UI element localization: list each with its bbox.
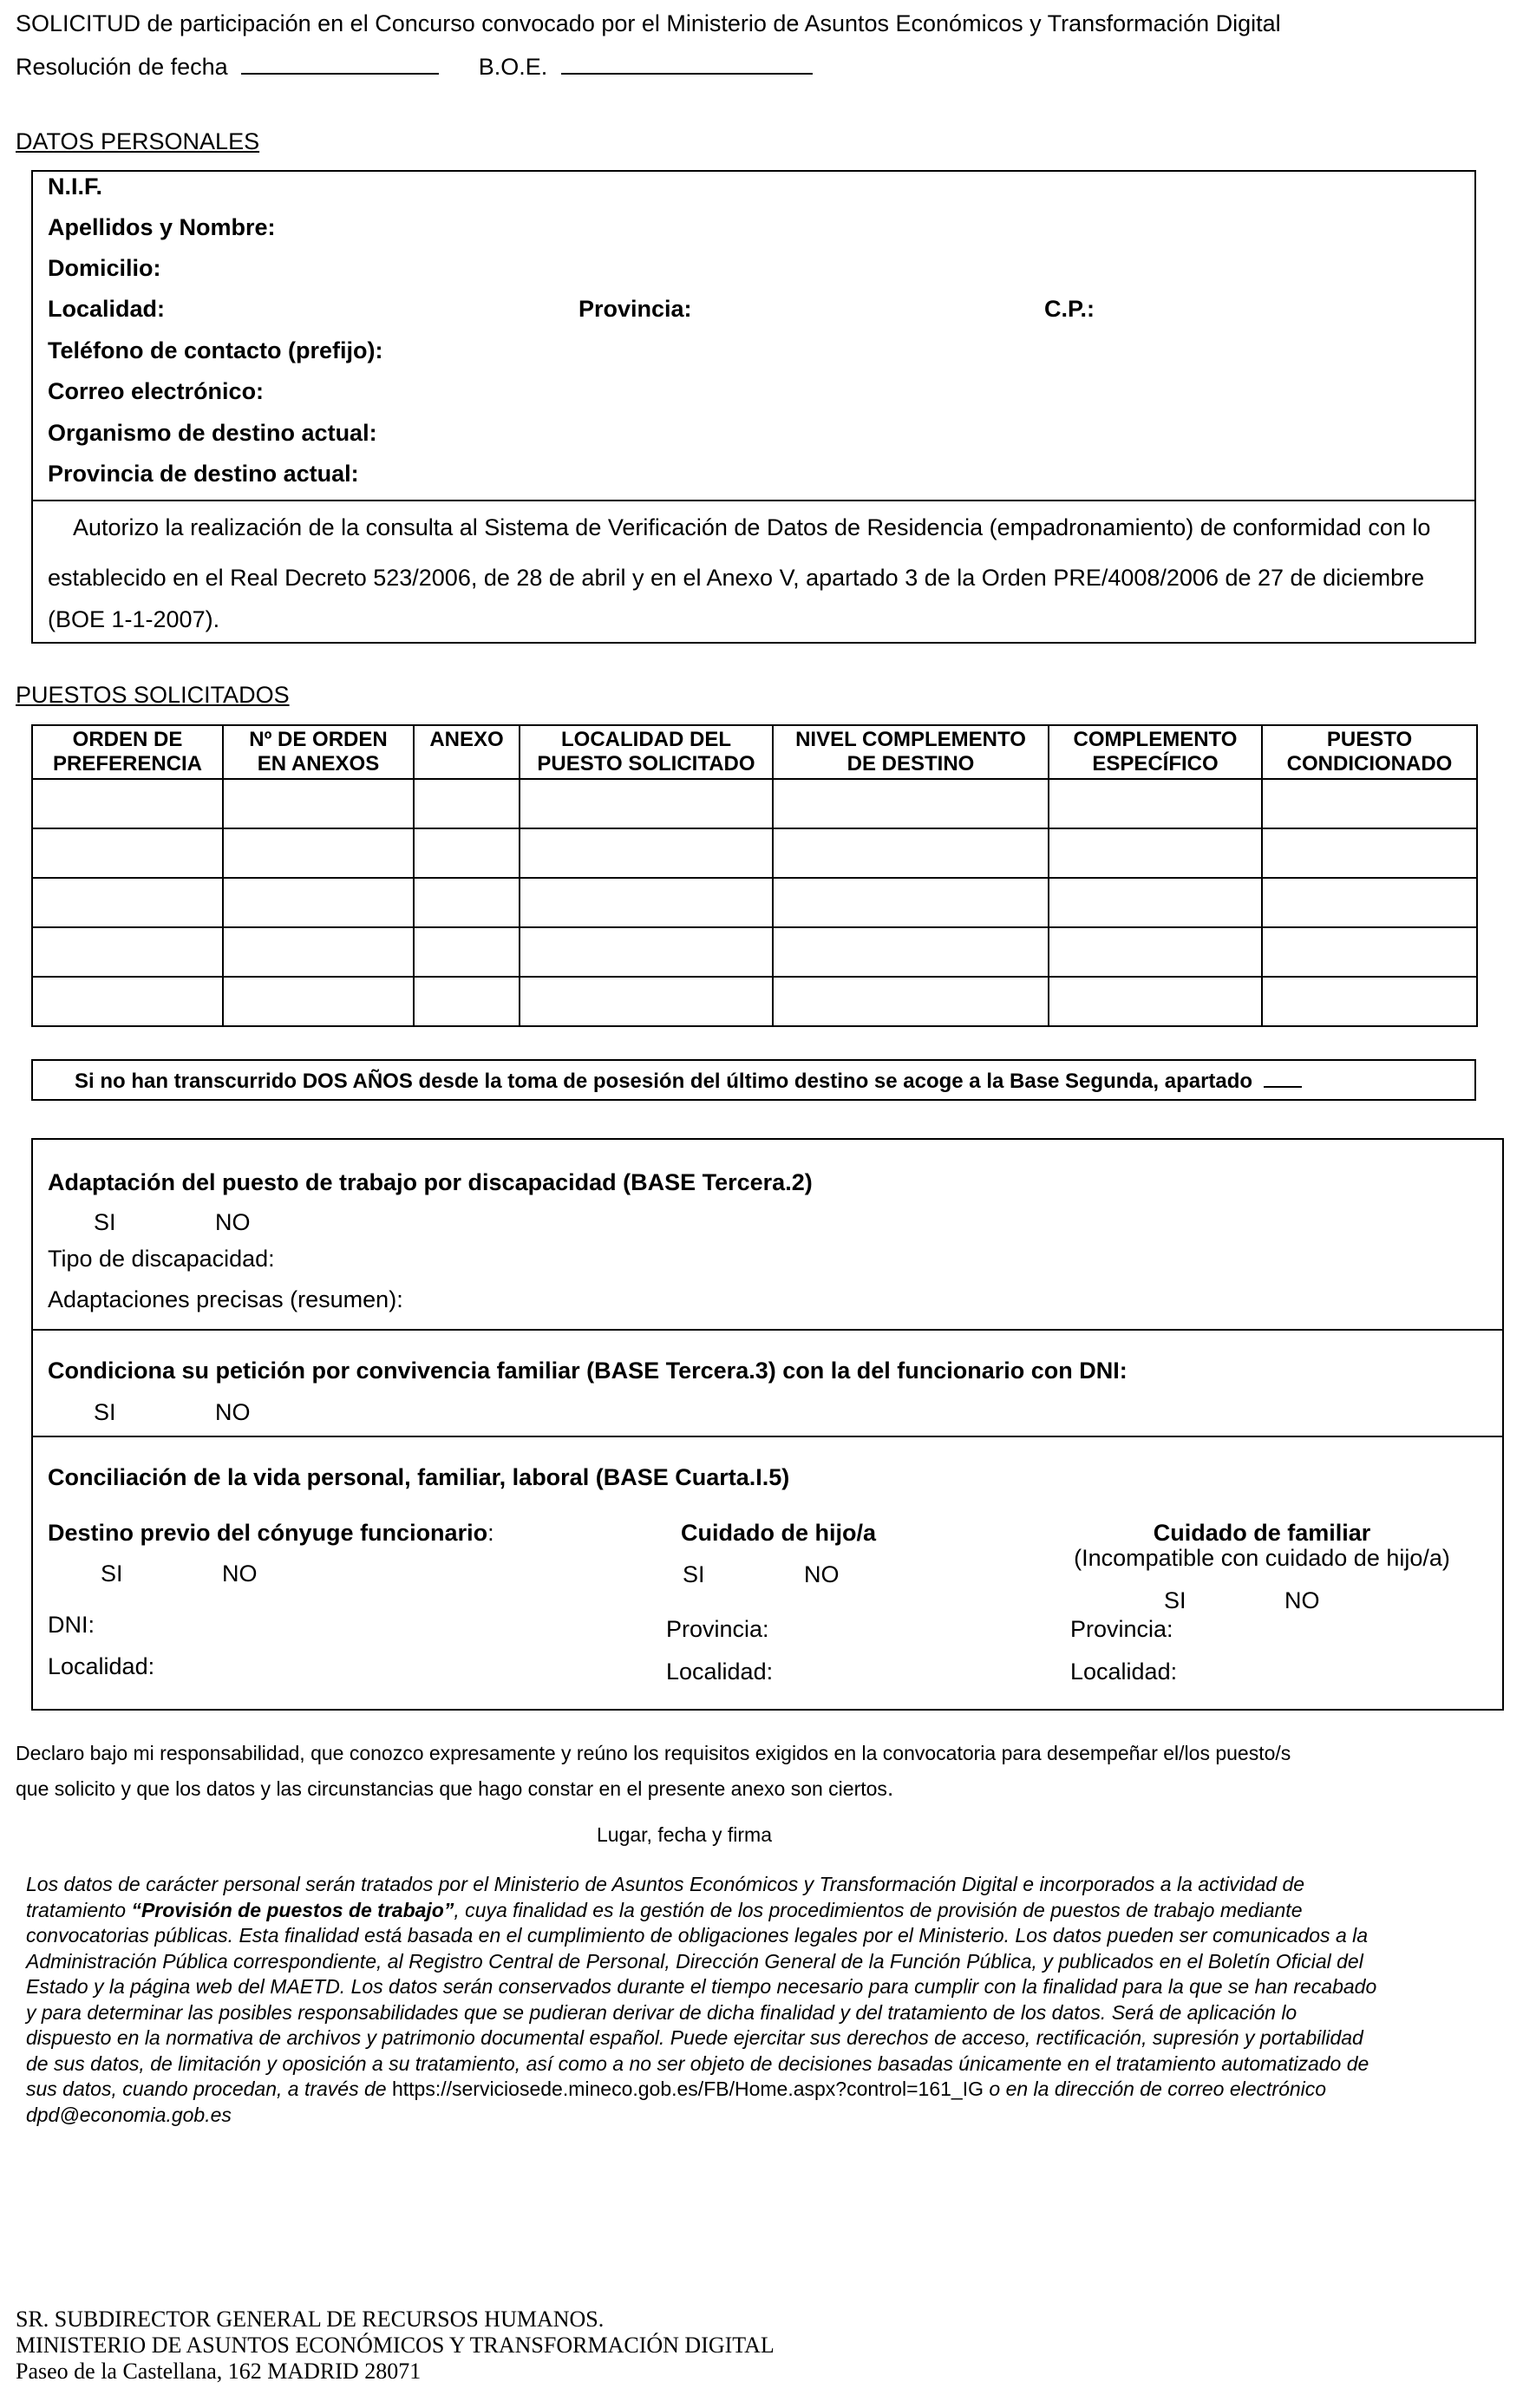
col-header-condicionado: PUESTO CONDICIONADO xyxy=(1262,725,1477,779)
footer-ministry: MINISTERIO DE ASUNTOS ECONÓMICOS Y TRANSFORMACIÓN DIGITAL xyxy=(16,2333,775,2358)
form-title: SOLICITUD de participación en el Concurso convocado por el Ministerio de Asuntos Económicos y Transformación Digital xyxy=(16,10,1281,36)
table-row xyxy=(32,779,1477,828)
autorizo-text-1: Autorizo la realización de la consulta al Sistema de Verificación de Datos de Residencia (empadronamiento) de conformidad con lo xyxy=(73,514,1431,540)
table-cell[interactable] xyxy=(520,878,773,927)
col-header-anexo: ANEXO xyxy=(414,725,520,779)
declaracion-line-2: que solicito y que los datos y las circunstancias que hago constar en el presente anexo son ciertos. xyxy=(16,1775,894,1801)
table-cell[interactable] xyxy=(1049,878,1262,927)
table-row xyxy=(32,878,1477,927)
familiar-si-option[interactable]: SI xyxy=(1164,1587,1186,1613)
tipo-discapacidad-field[interactable]: Tipo de discapacidad: xyxy=(48,1246,275,1272)
provincia-destino-field[interactable]: Provincia de destino actual: xyxy=(48,461,359,487)
dos-anos-line xyxy=(75,1069,1302,1094)
adaptacion-title: Adaptación del puesto de trabajo por discapacidad (BASE Tercera.2) xyxy=(48,1169,813,1195)
adaptacion-no-option[interactable]: NO xyxy=(215,1209,251,1235)
table-cell[interactable] xyxy=(32,878,223,927)
hijo-no-option[interactable]: NO xyxy=(804,1561,840,1587)
table-cell[interactable] xyxy=(223,779,414,828)
table-row xyxy=(32,977,1477,1026)
privacy-notice: Los datos de carácter personal serán tratados por el Ministerio de Asuntos Económicos y Transformación Digital e incorporados a la actividad de tratamiento “Provisión de puestos de trabajo”, cuya finalidad es la gestión de los procedimientos de provisión de puestos de trabajo mediante convocatorias públicas. Esta finalidad está basada en el cumplimiento de obligaciones legales por el Ministerio. Los datos pueden ser comunicados a la Administración Pública correspondiente, al Registro Central de Personal, Dirección General de la Función Pública, y publicados en el Boletín Oficial del Estado y la página web del MAETD. Los datos serán conservados durante el tiempo necesario para cumplir con la finalidad para la que se han recabado y para determinar las posibles responsabilidades que se pudieran derivar de dicha finalidad y del tratamiento de los datos. Será de aplicación lo dispuesto en la normativa de archivos y patrimonio documental español. Puede ejercitar sus derechos de acceso, rectificación, supresión y portabilidad de sus datos, de limitación y oposición a su tratamiento, así como a no ser objeto de decisiones basadas únicamente en el tratamiento automatizado de sus datos, cuando procedan, a través de https://serviciosede.mineco.gob.es/FB/Home.aspx?control=161_IG o en la dirección de correo electrónico dpd@economia.gob.es xyxy=(26,1873,1377,2126)
condiciona-title[interactable]: Condiciona su petición por convivencia familiar (BASE Tercera.3) con la del funcionario con DNI: xyxy=(48,1358,1128,1384)
table-cell[interactable] xyxy=(1262,779,1477,828)
familiar-subtitle: (Incompatible con cuidado de hijo/a) xyxy=(1074,1545,1450,1571)
declaracion-line-1: Declaro bajo mi responsabilidad, que conozco expresamente y reúno los requisitos exigidos en la convocatoria para desempeñar el/los puesto/s xyxy=(16,1742,1291,1764)
table-cell[interactable] xyxy=(414,878,520,927)
table-cell[interactable] xyxy=(1049,828,1262,878)
table-header-row xyxy=(32,725,1477,779)
familiar-no-option[interactable]: NO xyxy=(1284,1587,1320,1613)
table-cell[interactable] xyxy=(520,927,773,977)
familiar-localidad-field[interactable]: Localidad: xyxy=(1070,1659,1178,1685)
hijo-si-option[interactable]: SI xyxy=(683,1561,705,1587)
puestos-table xyxy=(31,724,1478,1027)
condiciona-no-option[interactable]: NO xyxy=(215,1399,251,1425)
table-cell[interactable] xyxy=(1049,927,1262,977)
conyuge-title: Destino previo del cónyuge funcionario xyxy=(48,1520,488,1546)
sede-link[interactable]: https://serviciosede.mineco.gob.es/FB/Home.aspx?control=161_IG xyxy=(391,2078,984,2100)
provincia-field[interactable]: Provincia: xyxy=(578,296,692,322)
table-cell[interactable] xyxy=(1262,927,1477,977)
boe-label: B.O.E. xyxy=(478,54,548,80)
table-row xyxy=(32,927,1477,977)
autorizo-text-2: establecido en el Real Decreto 523/2006, de 28 de abril y en el Anexo V, apartado 3 de la Orden PRE/4008/2006 de 27 de diciembre xyxy=(48,565,1425,591)
table-cell[interactable] xyxy=(520,828,773,878)
hijo-provincia-field[interactable]: Provincia: xyxy=(666,1616,769,1642)
conciliacion-title: Conciliación de la vida personal, familiar, laboral (BASE Cuarta.I.5) xyxy=(48,1464,790,1490)
table-cell[interactable] xyxy=(414,779,520,828)
divider xyxy=(31,1436,1504,1437)
lugar-fecha-firma[interactable]: Lugar, fecha y firma xyxy=(597,1823,772,1846)
cp-field[interactable]: C.P.: xyxy=(1044,296,1095,322)
familiar-provincia-field[interactable]: Provincia: xyxy=(1070,1616,1173,1642)
table-cell[interactable] xyxy=(223,927,414,977)
table-cell[interactable] xyxy=(773,927,1049,977)
table-cell[interactable] xyxy=(520,977,773,1026)
resolucion-date-field[interactable] xyxy=(241,52,439,75)
resolucion-line xyxy=(16,52,813,81)
datos-personales-heading: DATOS PERSONALES xyxy=(16,128,260,154)
autorizo-text-3: (BOE 1-1-2007). xyxy=(48,606,220,632)
table-cell[interactable] xyxy=(32,977,223,1026)
table-cell[interactable] xyxy=(1262,878,1477,927)
hijo-title: Cuidado de hijo/a xyxy=(681,1520,877,1546)
table-cell[interactable] xyxy=(773,878,1049,927)
conyuge-si-option[interactable]: SI xyxy=(101,1561,123,1587)
conyuge-localidad-field[interactable]: Localidad: xyxy=(48,1653,155,1679)
col-header-num-orden: Nº DE ORDEN EN ANEXOS xyxy=(223,725,414,779)
resolucion-label: Resolución de fecha xyxy=(16,54,228,80)
col-header-nivel: NIVEL COMPLEMENTO DE DESTINO xyxy=(773,725,1049,779)
localidad-field[interactable]: Localidad: xyxy=(48,296,166,322)
table-cell[interactable] xyxy=(1262,977,1477,1026)
table-cell[interactable] xyxy=(1262,828,1477,878)
table-cell[interactable] xyxy=(773,828,1049,878)
table-cell[interactable] xyxy=(1049,779,1262,828)
table-cell[interactable] xyxy=(414,927,520,977)
dos-anos-text: Si no han transcurrido DOS AÑOS desde la toma de posesión del último destino se acoge a la Base Segunda, apartado xyxy=(75,1070,1253,1093)
correo-field[interactable]: Correo electrónico: xyxy=(48,378,265,404)
col-header-orden: ORDEN DE PREFERENCIA xyxy=(32,725,223,779)
table-cell[interactable] xyxy=(520,779,773,828)
condiciona-si-option[interactable]: SI xyxy=(94,1399,116,1425)
apellidos-field[interactable]: Apellidos y Nombre: xyxy=(48,214,276,240)
footer-address: Paseo de la Castellana, 162 MADRID 28071 xyxy=(16,2359,422,2384)
table-cell[interactable] xyxy=(223,878,414,927)
familiar-title: Cuidado de familiar xyxy=(1153,1520,1371,1546)
divider xyxy=(31,500,1476,501)
organismo-field[interactable]: Organismo de destino actual: xyxy=(48,420,377,446)
table-cell[interactable] xyxy=(773,779,1049,828)
conyuge-heading: Destino previo del cónyuge funcionario: xyxy=(48,1520,494,1546)
boe-field[interactable] xyxy=(561,52,813,75)
telefono-field[interactable]: Teléfono de contacto (prefijo): xyxy=(48,337,383,363)
table-cell[interactable] xyxy=(223,977,414,1026)
footer-recipient: SR. SUBDIRECTOR GENERAL DE RECURSOS HUMANOS. xyxy=(16,2307,605,2332)
table-row xyxy=(32,828,1477,878)
nif-field[interactable]: N.I.F. xyxy=(48,173,103,200)
apartado-field[interactable] xyxy=(1264,1069,1302,1088)
table-cell[interactable] xyxy=(773,977,1049,1026)
domicilio-field[interactable]: Domicilio: xyxy=(48,255,161,281)
conyuge-no-option[interactable]: NO xyxy=(222,1561,258,1587)
table-cell[interactable] xyxy=(32,779,223,828)
col-header-especifico: COMPLEMENTO ESPECÍFICO xyxy=(1049,725,1262,779)
table-cell[interactable] xyxy=(414,828,520,878)
adaptaciones-field[interactable]: Adaptaciones precisas (resumen): xyxy=(48,1286,403,1312)
puestos-heading: PUESTOS SOLICITADOS xyxy=(16,682,290,708)
table-cell[interactable] xyxy=(32,828,223,878)
hijo-localidad-field[interactable]: Localidad: xyxy=(666,1659,774,1685)
divider xyxy=(31,1329,1504,1331)
table-cell[interactable] xyxy=(414,977,520,1026)
conyuge-dni-field[interactable]: DNI: xyxy=(48,1612,95,1638)
table-cell[interactable] xyxy=(32,927,223,977)
table-cell[interactable] xyxy=(223,828,414,878)
col-header-localidad: LOCALIDAD DEL PUESTO SOLICITADO xyxy=(520,725,773,779)
adaptacion-si-option[interactable]: SI xyxy=(94,1209,116,1235)
table-cell[interactable] xyxy=(1049,977,1262,1026)
